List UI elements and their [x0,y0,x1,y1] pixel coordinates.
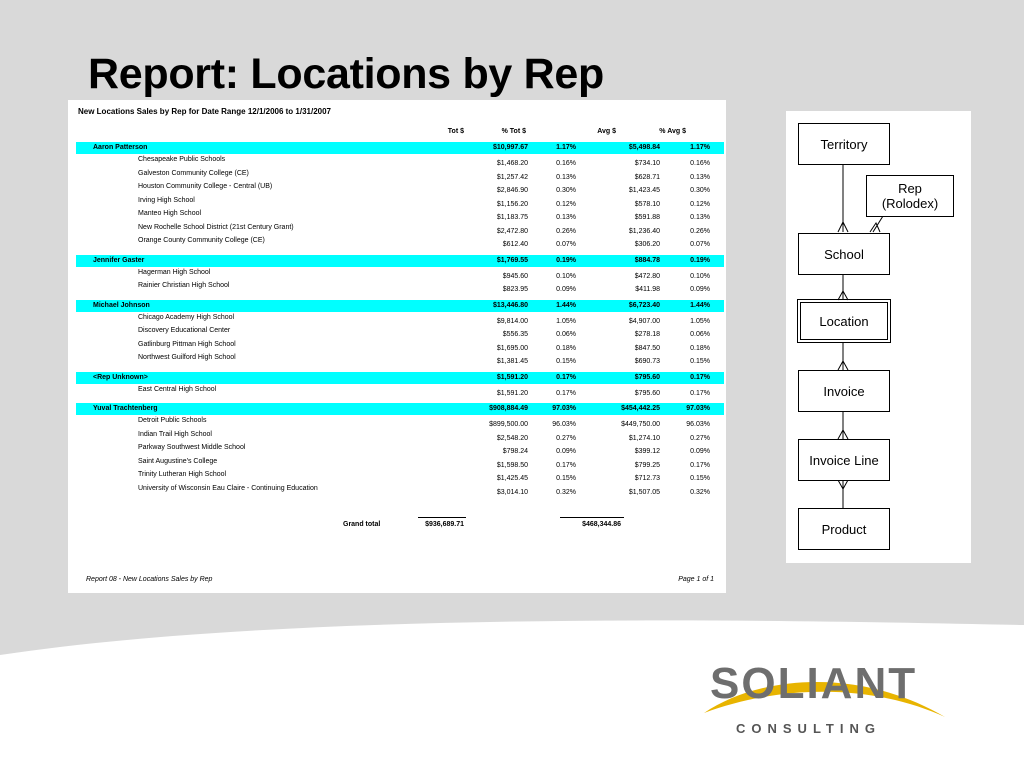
grand-total-rule [560,517,624,518]
location-apct: 1.05% [690,317,710,325]
rep-apct: 97.03% [686,405,710,412]
location-avg: $591.88 [634,214,660,221]
location-tot: $1,381.45 [496,358,528,365]
location-avg: $449,750.00 [621,421,660,428]
location-pct: 0.16% [556,160,576,167]
location-tot: $798.24 [502,448,528,455]
logo-wordmark: SOLIANT [710,659,918,708]
entity-location: Location [800,302,888,340]
location-pct: 0.06% [556,331,576,338]
location-avg: $399.12 [634,448,660,455]
rep-pct: 0.17% [556,373,576,381]
entity-product: Product [798,508,890,550]
location-apct: 0.06% [690,331,710,338]
location-name: Saint Augustine's College [138,457,218,465]
location-pct: 0.12% [556,200,576,208]
location-row [76,225,724,237]
location-pct: 1.05% [556,317,576,325]
location-row [76,171,724,183]
rep-apct: 0.19% [690,256,710,264]
header-avg: Avg $ [597,128,616,135]
location-name: Gatlinburg Pittman High School [138,340,236,348]
header-pct-tot: % Tot $ [501,128,526,135]
location-pct: 0.13% [556,173,576,181]
location-avg: $712.73 [634,475,660,482]
location-name: Northwest Guilford High School [138,354,236,361]
location-name: East Central High School [138,385,217,393]
location-row [76,198,724,210]
slide-title: Report: Locations by Rep [88,50,605,98]
location-pct: 0.30% [556,187,576,194]
location-pct: 0.10% [556,272,576,280]
location-apct: 0.26% [690,227,710,235]
rep-apct: 1.44% [690,301,710,309]
grand-total-avg: $468,344.86 [582,521,621,528]
location-name: Chicago Academy High School [138,313,235,321]
location-name: University of Wisconsin Eau Claire - Continuing Education [138,484,318,492]
location-avg: $411.98 [635,286,660,293]
entity-invoice-line: Invoice Line [798,439,890,481]
entity-territory: Territory [798,123,890,165]
entity-rep [866,175,954,217]
rep-apct: 1.17% [690,144,710,151]
location-tot: $1,468.20 [496,160,528,167]
rep-tot: $1,591.20 [496,373,528,381]
grand-total-label: Grand total [343,521,381,528]
report-footer-title: Report 08 - New Locations Sales by Rep [86,576,213,583]
rep-band [76,255,724,267]
rep-avg: $884.78 [634,256,660,264]
location-tot: $1,425.45 [496,475,528,482]
location-tot: $945.60 [502,272,528,280]
location-row [76,387,724,399]
location-pct: 0.15% [556,358,576,365]
location-pct: 0.09% [556,286,576,293]
location-name: Manteo High School [138,210,202,217]
rep-tot: $1,769.55 [496,256,528,264]
header-pct-avg: % Avg $ [659,128,686,135]
location-row [76,184,724,196]
logo-tagline: CONSULTING [736,721,881,736]
location-tot: $1,257.42 [496,173,528,181]
location-apct: 0.18% [690,344,710,352]
entity-rep-line1: Rep [898,181,922,196]
location-pct: 0.17% [556,389,576,397]
rep-band [76,300,724,312]
location-name: Parkway Southwest Middle School [138,444,246,451]
location-row [76,328,724,340]
header-tot: Tot $ [447,128,464,135]
grand-total-rule [418,517,466,518]
location-avg: $628.71 [634,173,660,181]
location-apct: 0.15% [690,475,710,482]
location-row [76,211,724,223]
report-page [68,100,726,593]
location-name: Houston Community College - Central (UB) [138,183,273,190]
location-row [76,486,724,498]
location-row [76,315,724,327]
location-tot: $556.35 [502,331,528,338]
location-apct: 0.17% [690,461,710,469]
rep-name: Aaron Patterson [93,144,148,151]
report-title: New Locations Sales by Rep for Date Range 12/1/2006 to 1/31/2007 [78,107,331,116]
rep-avg: $5,498.84 [628,144,660,151]
location-avg: $795.60 [634,389,660,397]
location-tot: $2,846.90 [496,187,528,194]
location-avg: $578.10 [634,200,660,208]
location-apct: 0.09% [690,286,710,293]
rep-pct: 1.44% [556,301,576,309]
location-avg: $690.73 [634,358,660,365]
location-row [76,445,724,457]
location-avg: $799.25 [634,461,660,469]
location-apct: 0.16% [690,160,710,167]
grand-total-tot: $936,689.71 [425,521,464,528]
location-pct: 0.27% [556,434,576,442]
rep-tot: $13,446.80 [492,301,528,309]
location-name: Hagerman High School [138,268,211,276]
location-avg: $472.80 [634,272,660,280]
entity-invoice: Invoice [798,370,890,412]
location-apct: 0.13% [690,214,710,221]
location-row [76,283,724,295]
location-tot: $9,814.00 [496,317,528,325]
location-avg: $734.10 [634,160,660,167]
location-tot: $3,014.10 [496,488,528,496]
location-pct: 0.26% [556,227,576,235]
rep-tot: $908,884.49 [489,405,528,412]
location-tot: $1,156.20 [496,200,528,208]
rep-name: Michael Johnson [93,301,150,309]
location-tot: $1,183.75 [496,214,528,221]
location-pct: 96.03% [552,421,576,428]
location-pct: 0.17% [556,461,576,469]
report-footer-page: Page 1 of 1 [678,576,714,583]
location-row [76,157,724,169]
location-tot: $612.40 [502,241,528,248]
location-row [76,355,724,367]
location-row [76,472,724,484]
location-apct: 0.15% [690,358,710,365]
rep-avg: $795.60 [634,373,660,381]
location-row [76,238,724,250]
rep-tot: $10,997.67 [492,144,528,151]
location-apct: 0.07% [690,241,710,248]
location-name: Galveston Community College (CE) [138,169,249,177]
location-tot: $1,695.00 [496,344,528,352]
rep-band [76,142,724,154]
location-pct: 0.09% [556,448,576,455]
location-avg: $1,507.05 [628,488,660,496]
rep-apct: 0.17% [690,373,710,381]
location-apct: 0.27% [690,434,710,442]
location-apct: 0.32% [690,488,710,496]
rep-pct: 1.17% [556,144,576,151]
location-name: New Rochelle School District (21st Century Grant) [138,223,294,231]
location-avg: $847.50 [634,344,660,352]
rep-band [76,403,724,415]
location-tot: $823.95 [502,286,528,293]
location-name: Indian Trail High School [138,430,212,438]
location-avg: $4,907.00 [628,317,660,325]
location-apct: 0.10% [690,272,710,280]
location-apct: 0.17% [690,389,710,397]
rep-pct: 97.03% [552,405,576,412]
location-name: Rainier Christian High School [138,282,230,289]
location-pct: 0.18% [556,344,576,352]
rep-band [76,372,724,384]
location-row [76,432,724,444]
location-tot: $2,548.20 [496,434,528,442]
location-tot: $1,598.50 [496,461,528,469]
rep-pct: 0.19% [556,256,576,264]
location-row [76,270,724,282]
entity-diagram [786,111,971,563]
rep-name: <Rep Unknown> [93,373,148,381]
location-name: Trinity Lutheran High School [138,471,227,478]
location-avg: $306.20 [634,241,660,248]
location-avg: $278.18 [634,331,660,338]
location-apct: 0.13% [690,173,710,181]
location-pct: 0.32% [556,488,576,496]
location-name: Irving High School [138,196,195,204]
location-row [76,418,724,430]
location-name: Discovery Educational Center [138,327,231,334]
location-avg: $1,274.10 [628,434,660,442]
entity-school: School [798,233,890,275]
location-apct: 96.03% [686,421,710,428]
location-tot: $1,591.20 [496,389,528,397]
location-row [76,459,724,471]
location-pct: 0.07% [556,241,576,248]
location-tot: $2,472.80 [496,227,528,235]
rep-name: Jennifer Gaster [93,256,145,264]
entity-rep-line2: (Rolodex) [881,196,939,211]
rep-name: Yuval Trachtenberg [93,405,158,412]
location-row [76,342,724,354]
location-pct: 0.15% [556,475,576,482]
rep-avg: $6,723.40 [628,301,660,309]
location-tot: $899,500.00 [489,421,528,428]
location-name: Chesapeake Public Schools [138,156,226,163]
location-avg: $1,423.45 [628,187,660,194]
location-avg: $1,236.40 [628,227,660,235]
location-name: Detroit Public Schools [138,417,207,424]
location-name: Orange County Community College (CE) [138,237,265,244]
location-apct: 0.12% [690,200,710,208]
soliant-logo [700,655,960,745]
location-apct: 0.09% [690,448,710,455]
location-apct: 0.30% [690,187,710,194]
rep-avg: $454,442.25 [621,405,660,412]
location-pct: 0.13% [556,214,576,221]
